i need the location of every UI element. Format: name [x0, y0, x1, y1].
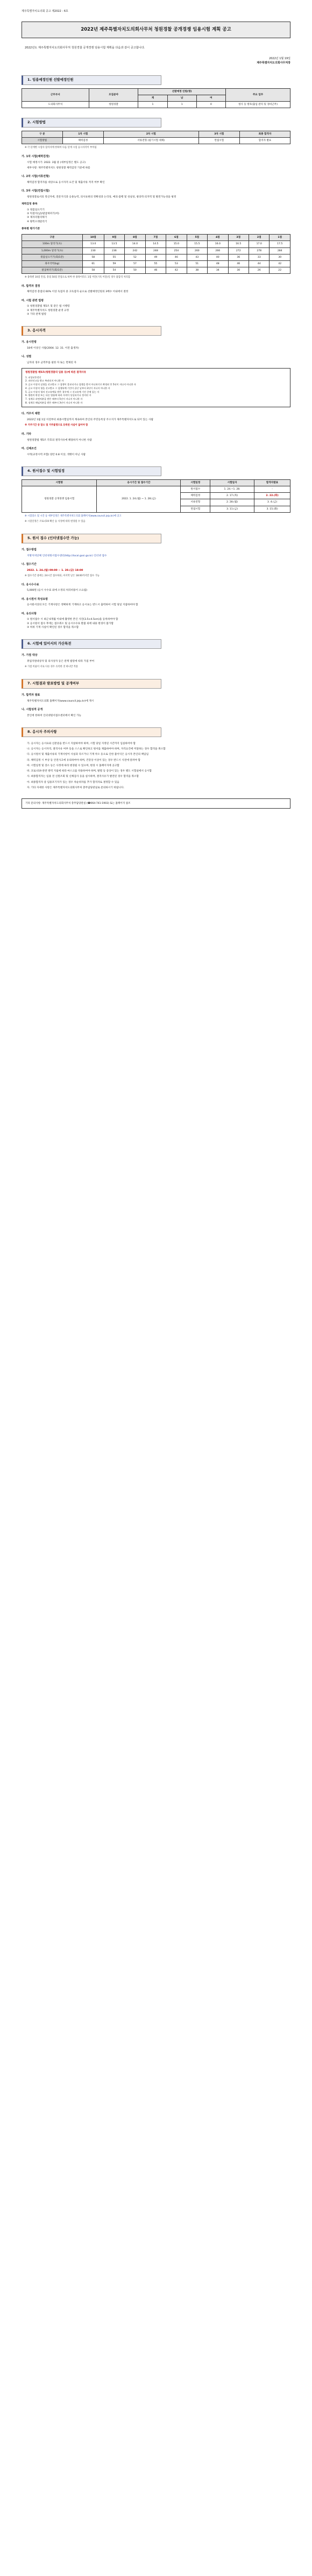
item-body: 2022. 1. 24.(월) 09:00 ~ 1. 28.(금) 18:00 — [27, 569, 83, 572]
cell: 242 — [125, 247, 145, 254]
section-5-header — [22, 534, 290, 543]
list-item: ② 응시원서 접수 후에는 접수취소 및 응시수수료 환불 외에 내용 변경이 불가함 — [27, 622, 114, 625]
cell: 2022. 1. 24.(월) ~ 1. 28.(금) — [97, 486, 181, 512]
box-line: 1. 피성년후견인 — [25, 376, 41, 379]
document-ref: 제주특별자치도의회 공고 제2022 - 6호 — [22, 10, 68, 13]
item-body: 2022년 1월 1일 이전부터 최종시험일까지 계속하여 본인의 주민등록상 주소지가 제주특별자치도로 되어 있는 사람 — [27, 419, 154, 422]
list-item: ② 제주특별자치도 청원경찰 운영 규정 — [27, 309, 69, 312]
cell: 14.0 — [125, 241, 145, 247]
cell: 38 — [187, 267, 207, 273]
cell: 36 — [228, 254, 249, 260]
box-line: 3. 금고 이상의 실형을 선고받고 그 집행이 종료되거나 집행을 받지 아니하기로 확정된 후 5년이 지나지 아니한 자 — [25, 383, 136, 386]
cell: 체력검정 — [62, 138, 104, 144]
cell: 좌우악력(kg) — [22, 260, 83, 267]
item-body: 본인에 한하여 인터넷원서접수센터에서 확인 가능 — [27, 714, 82, 717]
cell: 43 — [187, 254, 207, 260]
item-title: 가. 응시연령 — [22, 341, 37, 344]
result-item-1 — [22, 693, 290, 703]
list-item: 사. 최종합격자는 임용 전 신원조회 및 신체검사 등을 실시하며, 결격사유가 발견된 경우 합격을 취소함 — [27, 775, 139, 779]
cell: 17.0 — [249, 241, 269, 247]
item-title: 다. 거주지 제한 — [22, 412, 40, 416]
list-item: 가. 응시자는 응시표와 신분증을 반드시 지참하여야 하며, 시험 당일 지정된 시간까지 입실하여야 함 — [27, 742, 136, 745]
cell: 57 — [125, 260, 145, 267]
cell: 22 — [270, 267, 290, 273]
th-cell: 1점 — [270, 235, 290, 241]
item-title: 다. 응시수수료 — [22, 583, 39, 586]
section-4-title: 4. 원서접수 및 시험일정 — [22, 466, 161, 476]
item-body: 제주특별자치도의회 홈페이지(www.council.jeju.kr)에 게시 — [27, 699, 94, 703]
section-2-header — [22, 118, 290, 128]
pass-item — [22, 285, 290, 294]
box-title: 청원경찰법 제5조(청원경찰의 임용 등)에 따른 결격사유 — [25, 371, 87, 374]
th-cell: 합격자발표 — [254, 480, 290, 486]
cell: 278 — [249, 247, 269, 254]
cell: 51 — [187, 260, 207, 267]
th-dept: 근무부서 — [22, 88, 89, 101]
th-cell: 9점 — [104, 235, 124, 241]
item-title: 가. 가점 대상 — [22, 654, 38, 657]
exam-item-3 — [22, 189, 290, 199]
th-stage: 구 분 — [22, 131, 63, 138]
table-row — [22, 260, 290, 267]
cell: 13.0 — [82, 241, 104, 247]
cell: 54 — [104, 267, 124, 273]
cell: 44 — [249, 260, 269, 267]
cell: 2. 22.(화) — [254, 493, 290, 499]
item-body: 취업지원대상자 및 의사상자 등은 관계 법령에 따라 가점 부여 — [27, 660, 95, 663]
item-title: 가. 1차 시험(체력검정) — [22, 155, 50, 159]
cell: 2. 28.(월) — [210, 499, 254, 506]
section-1-header — [22, 75, 290, 85]
section-6-title: 6. 시험에 있어서의 가산특전 — [22, 639, 161, 649]
th-cell: 5점 — [187, 235, 207, 241]
section-2-title: 2. 시험방법 — [22, 118, 161, 128]
list-item: 자. 기타 자세한 사항은 제주특별자치도의회사무처 총무담당관실로 문의하시기 바랍니다. — [27, 786, 124, 789]
th-cell: 시험일자 — [210, 480, 254, 486]
qual-item-3 — [22, 412, 290, 428]
item-sub: 세부사항: 제주특별자치도 청원경찰 체력검정 기준에 따름 — [27, 167, 90, 170]
events-list — [27, 208, 290, 224]
th-cell: 7점 — [145, 235, 166, 241]
cell: 합격자 발표 — [240, 138, 290, 144]
cell: 청사 등 방호(출입 관리 및 경비근무) — [226, 102, 290, 108]
cell: 26 — [249, 267, 269, 273]
qual-item-2 — [22, 355, 290, 365]
section-7-title: 7. 시험결과 발표방법 및 공개여부 — [22, 679, 161, 689]
box-line: 6. 법원의 판결 또는 다른 법률에 따라 자격이 상실되거나 정지된 자 — [25, 394, 91, 397]
exam-item-2 — [22, 175, 290, 185]
th-cell: 시험명 — [22, 480, 97, 486]
cell: 55 — [104, 254, 124, 260]
qual-item-5 — [22, 447, 290, 457]
list-item: 나. 응시자는 응시자격, 결격사유 여부 등을 스스로 확인하고 원서를 제출하여야 하며, 자격요건에 미달하는 경우 합격을 취소함 — [27, 748, 166, 751]
cell: 3. 15.(화) — [254, 506, 290, 512]
cell: 윗몸일으키기(회/1분) — [22, 254, 83, 260]
table-row — [22, 267, 290, 273]
list-item: ③ 허위 기재 사실이 확인된 경우 합격을 취소함 — [27, 626, 79, 629]
table-row — [22, 102, 290, 108]
cell: 53 — [166, 260, 187, 267]
schedule-note-2: ※ 시험일정은 코로나19 확산 등 사정에 따라 변경될 수 있음 — [25, 520, 86, 523]
cell: 2. 17.(목) — [210, 493, 254, 499]
item-body: 시험 예정시기: 2022. 3월 중 (세부일정은 별도 공고) — [27, 161, 86, 164]
cell: 15.0 — [166, 241, 187, 247]
law-list — [27, 305, 290, 316]
item-title: 다. 3차 시험(면접시험) — [22, 189, 50, 193]
cell: 55 — [145, 260, 166, 267]
cell: - — [254, 486, 290, 493]
item-title: 나. 접수기간 — [22, 562, 37, 566]
th-final: 최종 합격자 — [240, 131, 290, 138]
item-note: ※ 거주기간 중 말소 및 거주불명으로 등록된 사실이 없어야 함 — [25, 424, 88, 427]
item-body: 18세 이상인 사람(2004. 12. 31. 이전 출생자) — [27, 346, 79, 350]
section-8-title: 8. 응시자 주의사항 — [22, 727, 161, 737]
list-item: ① 원서접수 시 최근 6개월 이내에 촬영한 본인 사진(3.5×4.5cm)을 등록하여야 함 — [27, 618, 118, 621]
list-item: 다. 응시원서 및 제출서류의 기재사항이 사실과 다르거나 기재 착오 등으로 인한 불이익은 응시자 본인의 책임임 — [27, 753, 149, 756]
item-title: 나. 시험성적 공개 — [22, 707, 43, 711]
item-note: ※ 가점 비율이 서로 다른 경우 유리한 것 하나만 적용 — [25, 666, 78, 669]
item-body: 시력(교정시력 포함) 양안 0.8 이상, 색맹이 아닌 사람 — [27, 453, 86, 456]
cell: 230 — [82, 247, 104, 254]
cell: 16.0 — [208, 241, 228, 247]
th-cell: 4점 — [208, 235, 228, 241]
cell: 청원경찰 공개경쟁 임용시험 — [22, 486, 97, 512]
recruit-table — [22, 88, 290, 108]
cell: 49 — [145, 254, 166, 260]
box-line: 4. 금고 이상의 형을 선고받고 그 집행유예 기간이 끝난 날부터 2년이 지나지 아니한 자 — [25, 386, 110, 390]
cell: 48 — [208, 260, 228, 267]
grade-table — [22, 234, 290, 274]
th-cell: 구분 — [22, 235, 83, 241]
cell: 13.5 — [104, 241, 124, 247]
result-item-2 — [22, 708, 290, 718]
th-cell: 2점 — [249, 235, 269, 241]
cell: 16.5 — [228, 241, 249, 247]
item-body: 응시원서상의 모든 기재사항은 정확하게 기재하고 응시표는 반드시 출력하여 시험 당일 지참하여야 함 — [27, 604, 138, 607]
th-cell: 10점 — [82, 235, 104, 241]
bonus-item-1 — [22, 654, 290, 669]
cell: 1 — [167, 102, 196, 108]
list-item: 바. 코로나19 관련 방역 지침에 따라 마스크를 착용하여야 하며, 발열 등 증상이 있는 경우 별도 시험실에서 응시함 — [27, 770, 152, 773]
cell: 284 — [270, 247, 290, 254]
section-8-header — [22, 727, 290, 737]
item-title: 마. 시험 관련 법령 — [22, 299, 44, 302]
cell: 면접시험 — [181, 506, 210, 512]
th-stage2: 2차 시험 — [104, 131, 198, 138]
list-item: ③ 기타 관계 법령 — [27, 313, 46, 316]
announcement-page — [0, 0, 312, 825]
issuer: 제주특별자치도의회사무처장 — [257, 61, 290, 65]
th-field: 모집분야 — [89, 88, 138, 101]
cell: 면접시험 — [198, 138, 240, 144]
contact-footer: 기타 문의사항: 제주특별자치도의회사무처 총무담당관실 (☎064-741-1903) 또는 홈페이지 참조 — [22, 798, 290, 809]
item-title: 가. 접수방법 — [22, 548, 37, 551]
cell: 30 — [270, 254, 290, 260]
item-body: 지방자치단체 인터넷원서접수센터(http://local.gosi.go.kr) 인터넷 접수 — [27, 554, 107, 557]
cell: 46 — [145, 267, 166, 273]
item-title: 라. 합격자 결정 — [22, 284, 40, 288]
table-row — [22, 138, 290, 144]
cell: 1,000m 달리기(초) — [22, 247, 83, 254]
list-item: 아. 최종합격자 중 임용포기자가 있는 경우 차순위자를 추가 합격자로 결정할 수 있음 — [27, 781, 119, 784]
item-title: 라. 기타 — [22, 433, 32, 436]
cell: 1. 24.~1. 28. — [210, 486, 254, 493]
cell: 42 — [270, 260, 290, 267]
schedule-note-1: ※ 시험장소 및 시간 등 세부일정은 제주특별자치도의회 홈페이지(www.council.jeju.kr)에 공고 — [25, 514, 122, 518]
cell: 청원경찰 — [89, 102, 138, 108]
cell: 시험방법 — [22, 138, 63, 144]
item-body: 청원경찰법 제5조 각호의 결격사유에 해당하지 아니한 사람 — [27, 438, 92, 442]
th-count: 선발예정 인원(명) — [138, 88, 226, 95]
apply-item-5 — [22, 612, 290, 630]
cell: 33 — [249, 254, 269, 260]
cell: 1 — [138, 102, 167, 108]
grade-note: ※ 종목별 10점 만점, 총점 50점 만점으로 하며 한 종목이라도 1점 미만(기록 미달)일 경우 불합격 처리함 — [25, 276, 131, 279]
disqualification-box — [22, 368, 290, 407]
th-duty: 주요 업무 — [226, 88, 290, 101]
item-body: 남자의 경우 군복무를 필한 자 또는 면제된 자 — [27, 362, 76, 365]
apply-item-1 — [22, 548, 290, 558]
th-cell: 응시기간 및 접수기간 — [97, 480, 181, 486]
cell: 30 — [228, 267, 249, 273]
table-row — [22, 247, 290, 254]
th-stage1: 1차 시험 — [62, 131, 104, 138]
table-row — [22, 241, 290, 247]
th-female: 여 — [196, 95, 225, 102]
item-title: 마. 신체조건 — [22, 447, 37, 451]
cell: 34 — [208, 267, 228, 273]
intro-text: 2022년도 제주특별자치도의회사무처 청원경찰 공개경쟁 임용시험 계획을 다음과 같이 공고합니다. — [25, 46, 145, 49]
cell: 61 — [82, 260, 104, 267]
apply-caution-list — [27, 618, 290, 629]
item-title: 나. 2차 시험(서류전형) — [22, 175, 50, 179]
cell: 100m 달리기(초) — [22, 241, 83, 247]
th-cell: 시험일정 — [181, 480, 210, 486]
box-line: 8. 징계로 해임처분을 받은 때부터 3년이 지나지 아니한 자 — [25, 401, 83, 404]
box-line: 5. 금고 이상의 형의 선고유예를 받은 경우에 그 선고유예 기간 중에 있는 자 — [25, 390, 100, 393]
table-row — [22, 486, 290, 493]
list-item: ① 윗몸일으키기 — [27, 208, 45, 211]
th-cell: 8점 — [125, 235, 145, 241]
date-block — [22, 56, 290, 66]
page-title: 2022년 제주특별자치도의회사무처 청원경찰 공개경쟁 임용시험 계획 공고 — [22, 22, 290, 38]
cell: 체력검정 — [181, 493, 210, 499]
exam-stage-table — [22, 131, 290, 144]
table-row — [22, 254, 290, 260]
cell: 서류전형 (필기시험 대체) — [104, 138, 198, 144]
box-line: 2. 파산선고를 받고 복권되지 아니한 자 — [25, 379, 64, 383]
th-total: 계 — [138, 95, 167, 102]
section-3-title: 3. 응시자격 — [22, 326, 161, 336]
th-stage3: 3차 시험 — [198, 131, 240, 138]
list-item: ② 턱걸이(남)/팔굽혀펴기(여) — [27, 213, 59, 216]
list-item: 라. 체력검정 시 부상 등 안전사고에 유의하여야 하며, 건강상 이상이 있는 경우 반드시 사전에 알려야 함 — [27, 759, 140, 762]
cell: 58 — [82, 267, 104, 273]
cell: 42 — [166, 267, 187, 273]
grade-label: 종목별 평가기준 — [22, 227, 40, 230]
apply-item-3 — [22, 583, 290, 593]
section-3-header — [22, 326, 290, 336]
box-line: 7. 징계로 파면처분을 받은 때부터 5년이 지나지 아니한 자 — [25, 397, 83, 400]
section-1-title: 1. 임용예정인원 선발예정인원 — [22, 75, 161, 85]
th-cell: 3점 — [228, 235, 249, 241]
cell: 원서접수 — [181, 486, 210, 493]
list-item: ① 청원경찰법 제5조 및 같은 법 시행령 — [27, 305, 70, 308]
cell: 248 — [145, 247, 166, 254]
item-body: 청원경찰로서의 정신자세, 전문지식과 응용능력, 의사표현의 정확성과 논리성, 예의·품행 및 성실성, 창의력·의지력 및 발전가능성을 평정 — [27, 196, 176, 199]
item-body: 체력검정 총점의 60% 이상 득점자 중 고득점자 순으로 선발예정인원의 3배수 이내에서 결정 — [27, 291, 129, 294]
cell: 3. 11.(금) — [210, 506, 254, 512]
list-item: 마. 시험일정 및 장소 등은 사정에 따라 변경될 수 있으며, 변경 시 홈페이지에 공고함 — [27, 764, 119, 767]
exam-stage-note: ※ 각 단계별 시험의 합격자에 한하여 다음 단계 시험 응시자격이 부여됨 — [25, 146, 97, 150]
item-title: 가. 합격자 발표 — [22, 693, 40, 697]
cell: 0 — [196, 102, 225, 108]
caution-list — [22, 742, 290, 790]
law-item — [22, 299, 290, 317]
events-label: 체력검정 종목 — [22, 203, 38, 206]
cell: 254 — [166, 247, 187, 254]
item-title: 마. 유의사항 — [22, 612, 37, 615]
cell: 50 — [125, 267, 145, 273]
item-title: 라. 응시원서 작성요령 — [22, 597, 48, 601]
section-7-header — [22, 679, 290, 689]
cell: 팔굽혀펴기(회/1분) — [22, 267, 83, 273]
cell: 46 — [228, 260, 249, 267]
cell: 236 — [104, 247, 124, 254]
th-male: 남 — [167, 95, 196, 102]
item-body: 체력검정 합격자를 대상으로 응시자격 요건 및 제출서류 적격 여부 확인 — [27, 181, 105, 185]
qual-item-1 — [22, 341, 290, 350]
list-item: ③ 제자리멀리뛰기 — [27, 216, 47, 220]
exam-item-1 — [22, 155, 290, 170]
cell: 46 — [166, 254, 187, 260]
section-6-header — [22, 639, 290, 649]
announce-date: 2022년 1월 19일 — [269, 56, 290, 60]
apply-item-2 — [22, 563, 290, 578]
cell: 266 — [208, 247, 228, 254]
qual-item-4 — [22, 433, 290, 442]
apply-item-4 — [22, 598, 290, 607]
cell: 58 — [82, 254, 104, 260]
list-item: ④ 왕복오래달리기 — [27, 220, 47, 223]
cell: 서류전형 — [181, 499, 210, 506]
item-note: ※ 접수기간 중에는 24시간 접수하되, 마지막 날은 18:00까지만 접수 가능 — [25, 574, 100, 577]
cell: 15.5 — [187, 241, 207, 247]
cell: 272 — [228, 247, 249, 254]
section-5-title: 5. 원서 접수 (인터넷접수만 가능) — [22, 534, 161, 543]
cell: 40 — [208, 254, 228, 260]
schedule-table — [22, 479, 290, 513]
cell: 도의회사무처 — [22, 102, 89, 108]
cell: 17.5 — [270, 241, 290, 247]
cell: 260 — [187, 247, 207, 254]
item-title: 나. 성별 — [22, 355, 32, 359]
cell: 52 — [125, 254, 145, 260]
cell: 59 — [104, 260, 124, 267]
cell: 3. 4.(금) — [254, 499, 290, 506]
cell: 14.5 — [145, 241, 166, 247]
section-4-header — [22, 466, 290, 476]
item-body: 5,000원 (응시 수수료 외에 소정의 처리비용이 소요됨) — [27, 589, 88, 592]
th-cell: 6점 — [166, 235, 187, 241]
